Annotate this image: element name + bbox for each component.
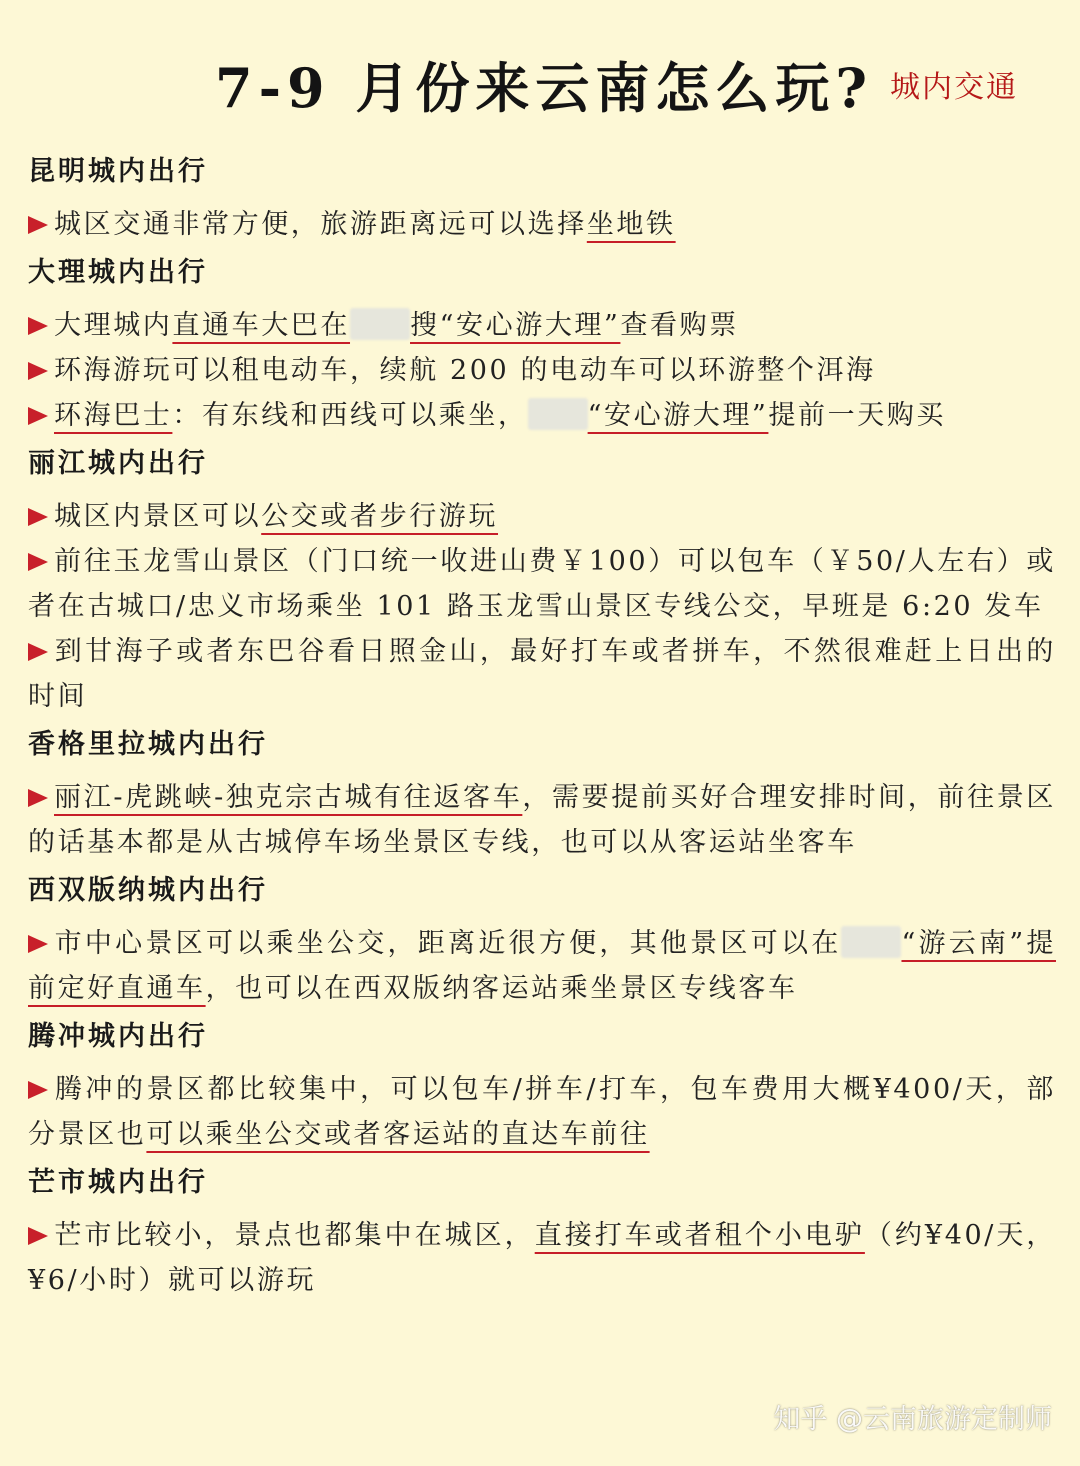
highlight-text: 坐地铁 [586,209,676,240]
bullet-text: ，需要提前买好合理安排时间，前往景区的话基本都是从古城停车场坐景区专线，也可以从客运站坐客车 [28,782,1056,858]
arrow-bullet-icon [28,508,48,526]
redacted-app-name [528,398,588,430]
bullet-text: ，也可以在西双版纳客运站乘坐景区专线客车 [205,973,798,1004]
content [28,146,1056,1303]
bullet-text: 到甘海子或者东巴谷看日照金山，最好打车或者拼车，不然很难赶上日出的时间 [28,636,1056,712]
highlight-text: 可以乘坐公交或者客运站的直达车前往 [146,1119,650,1150]
bullet-item [28,348,1056,393]
section-title-dali: 大理城内出行 [28,257,208,288]
bullet-item [28,393,1056,438]
bullet-text: 城区内景区可以 [54,501,262,532]
highlight-text: 环海巴士 [54,400,173,431]
bullet-item [28,539,1056,629]
highlight-text: 直接打车或者租个小电驴 [534,1220,865,1251]
bullet-text: 城区交通非常方便，旅游距离远可以选择 [54,209,587,240]
redacted-app-name [841,926,901,958]
page-title: 7-9 月份来云南怎么玩? [215,56,873,120]
bullet-item [28,775,1056,865]
bullet-item [28,921,1056,1011]
section-title-tengchong: 腾冲城内出行 [28,1021,208,1052]
section-title-lijiang: 丽江城内出行 [28,448,208,479]
bullet-text: 大理城内 [54,310,173,341]
bullet-text: ：有东线和西线可以乘坐， [172,400,528,431]
arrow-bullet-icon [28,216,48,234]
highlight-text: “安心游大理” [587,400,769,431]
highlight-text: 直通车大巴在 [172,310,351,341]
page-subtitle-tag: 城内交通 [890,70,1018,105]
bullet-item [28,1067,1056,1157]
section-title-kunming: 昆明城内出行 [28,156,208,187]
arrow-bullet-icon [28,317,48,335]
arrow-bullet-icon [28,1081,48,1099]
arrow-bullet-icon [28,407,48,425]
bullet-item [28,494,1056,539]
bullet-item [28,202,1056,247]
watermark: 知乎 @云南旅游定制师 [773,1404,1052,1435]
arrow-bullet-icon [28,643,48,661]
highlight-text: “游云南”提前定好直通车 [28,928,1056,1004]
section-title-shangrila: 香格里拉城内出行 [28,729,268,760]
bullet-item [28,629,1056,719]
bullet-text: 提前一天购买 [768,400,947,431]
highlight-text: 丽江-虎跳峡-独克宗古城有往返客车 [54,782,523,813]
bullet-text: 芒市比较小，景点也都集中在城区， [54,1220,535,1251]
section-title-mangshi: 芒市城内出行 [28,1167,208,1198]
arrow-bullet-icon [28,935,48,953]
highlight-text: 公交或者步行游玩 [261,501,499,532]
bullet-text: 市中心景区可以乘坐公交，距离近很方便，其他景区可以在 [54,928,842,959]
highlight-text: 搜“安心游大理” [410,310,621,341]
bullet-text: （约¥40/天，¥6/小时）就可以游玩 [28,1220,1056,1296]
redacted-app-name [350,308,410,340]
bullet-item [28,1213,1056,1303]
arrow-bullet-icon [28,362,48,380]
bullet-text: 腾冲的景区都比较集中，可以包车/拼车/打车，包车费用大概¥400/天，部分景区也 [28,1074,1056,1150]
title-row [0,40,1080,130]
arrow-bullet-icon [28,1227,48,1245]
bullet-item [28,303,1056,348]
bullet-text: 前往玉龙雪山景区（门口统一收进山费￥100）可以包车（￥50/人左右）或者在古城口/忠义市场乘坐 101 路玉龙雪山景区专线公交，早班是 6:20 发车 [28,546,1056,622]
bullet-text: 查看购票 [620,310,739,341]
arrow-bullet-icon [28,789,48,807]
bullet-text: 环海游玩可以租电动车，续航 200 的电动车可以环游整个洱海 [54,355,876,386]
section-title-xishuangbanna: 西双版纳城内出行 [28,875,268,906]
arrow-bullet-icon [28,553,48,571]
